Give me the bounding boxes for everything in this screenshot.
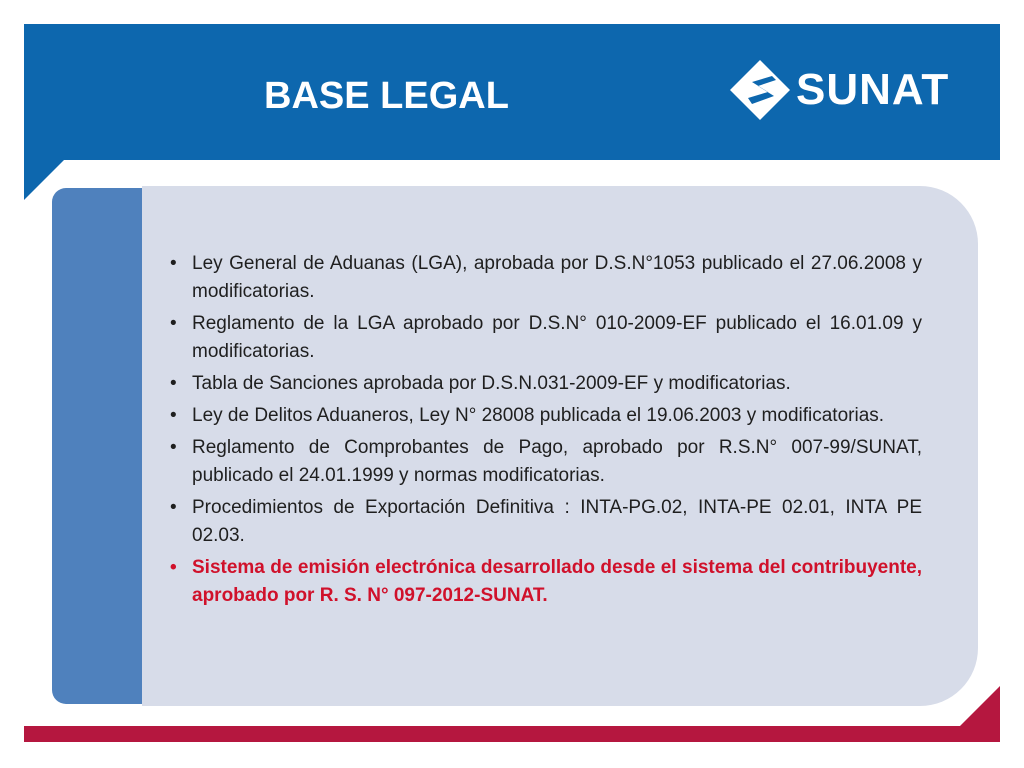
bullet-marker: • xyxy=(170,557,177,578)
footer-notch xyxy=(960,686,1000,726)
logo-text: SUNAT xyxy=(796,65,950,114)
bullet-marker: • xyxy=(170,253,177,274)
list-item xyxy=(168,310,922,366)
list-item xyxy=(168,494,922,550)
sunat-diamond-icon xyxy=(728,58,792,122)
left-accent-tab xyxy=(52,188,142,704)
list-item-text: Ley de Delitos Aduaneros, Ley N° 28008 publicada el 19.06.2003 y modificatorias. xyxy=(192,405,885,426)
list-item xyxy=(168,370,922,398)
list-item-text: Reglamento de la LGA aprobado por D.S.N° 010-2009-EF publicado el 16.01.09 y modificatorias. xyxy=(192,313,922,362)
bullet-marker: • xyxy=(170,437,177,458)
list-item-text: Sistema de emisión electrónica desarrollado desde el sistema del contribuyente, aprobado por R. S. N° 097-2012-SUNAT. xyxy=(192,557,922,606)
list-item-text: Reglamento de Comprobantes de Pago, aprobado por R.S.N° 007-99/SUNAT, publicado el 24.01.1999 y normas modificatorias. xyxy=(192,437,922,486)
list-item xyxy=(168,402,922,430)
footer-band xyxy=(24,726,1000,742)
slide-title: BASE LEGAL xyxy=(264,75,509,117)
list-item-text: Ley General de Aduanas (LGA), aprobada por D.S.N°1053 publicado el 27.06.2008 y modificatorias. xyxy=(192,253,922,302)
list-item-text: Tabla de Sanciones aprobada por D.S.N.031-2009-EF y modificatorias. xyxy=(192,373,791,394)
list-item-highlighted xyxy=(168,554,922,610)
sunat-logo xyxy=(728,58,949,122)
bullet-marker: • xyxy=(170,497,177,518)
list-item xyxy=(168,250,922,306)
legal-basis-list xyxy=(168,250,922,614)
bullet-marker: • xyxy=(170,313,177,334)
list-item-text: Procedimientos de Exportación Definitiva : INTA-PG.02, INTA-PE 02.01, INTA PE 02.03. xyxy=(192,497,922,546)
bullet-marker: • xyxy=(170,373,177,394)
bullet-marker: • xyxy=(170,405,177,426)
list-item xyxy=(168,434,922,490)
